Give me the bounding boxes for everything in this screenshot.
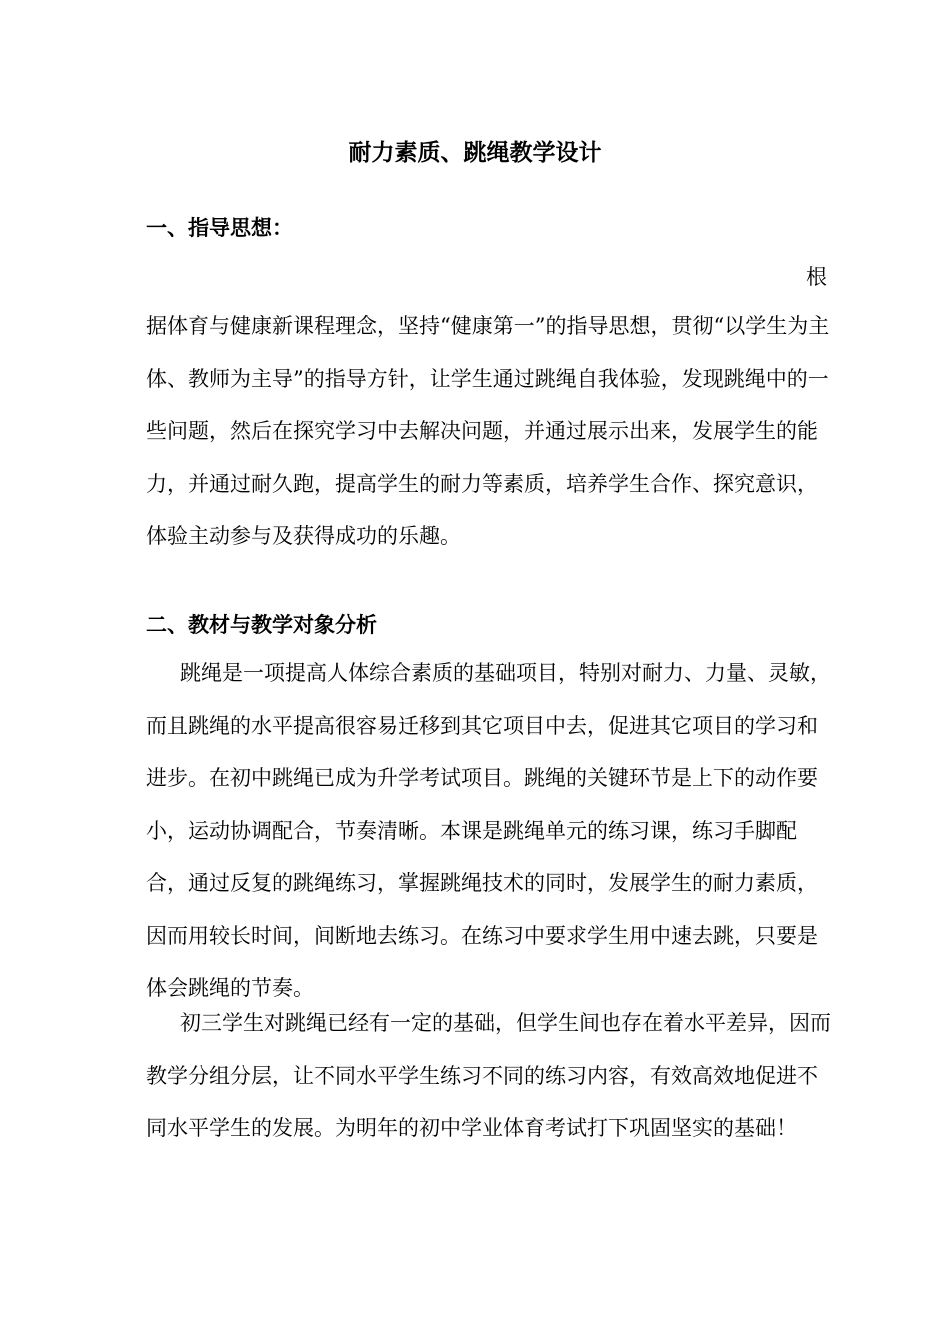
section-heading-material-analysis: 二、教材与教学对象分析 [146,613,377,637]
paragraph-guiding-ideology: 据体育与健康新课程理念，坚持“健康第一”的指导思想，贯彻“以学生为主体、教师为主导”的指导方针，让学生通过跳绳自我体验，发现跳绳中的一些问题，然后在探究学习中去解决问题，并通过展示出来，发展学生的能力，并通过耐久跑，提高学生的耐力等素质，培养学生合作、探究意识，体验主动参与及获得成功的乐趣。 [146,314,830,548]
section-heading-guiding-ideology: 一、指导思想： [146,216,293,240]
paragraph-material-analysis: 跳绳是一项提高人体综合素质的基础项目，特别对耐力、力量、灵敏，而且跳绳的水平提高很容易迁移到其它项目中去，促进其它项目的学习和进步。在初中跳绳已成为升学考试项目。跳绳的关键环节是上下的动作要小，运动协调配合，节奏清晰。本课是跳绳单元的练习课，练习手脚配合，通过反复的跳绳练习，掌握跳绳技术的同时，发展学生的耐力素质，因而用较长时间，间断地去练习。在练习中要求学生用中速去跳，只要是体会跳绳的节奏。 [146,661,831,1000]
paragraph-first-char: 根 [806,265,827,289]
paragraph-student-analysis: 初三学生对跳绳已经有一定的基础，但学生间也存在着水平差异，因而教学分组分层，让不同水平学生练习不同的练习内容，有效高效地促进不同水平学生的发展。为明年的初中学业体育考试打下巩固坚实的基础！ [146,1011,831,1140]
document-title: 耐力素质、跳绳教学设计 [348,140,602,166]
